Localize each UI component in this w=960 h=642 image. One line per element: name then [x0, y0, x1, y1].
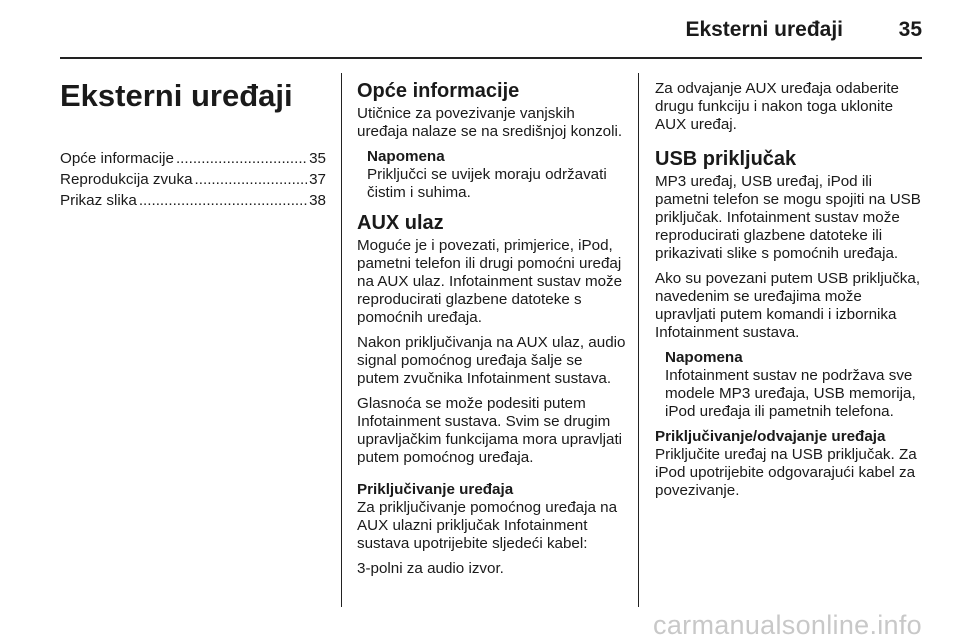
paragraph: Za priključivanje pomoćnog uređaja na AUX ulazni priključak Infotainment sustava upotrijebite sljedeći kabel:	[357, 499, 618, 552]
column-usb	[655, 80, 925, 507]
paragraph: Priključite uređaj na USB priključak. Za iPod upotrijebite odgovarajući kabel za povezivanje.	[655, 446, 917, 499]
note-box	[665, 349, 925, 421]
note-text: Infotainment sustav ne podržava sve modele MP3 uređaja, USB memorija, iPod uređaja ili pametnih telefona.	[665, 367, 916, 420]
subheading-connect: Priključivanje uređaja	[357, 481, 514, 498]
paragraph: Glasnoća se može podesiti putem Infotainment sustava. Svim se drugim upravljačkim funkcijama mora upravljati putem pomoćnog uređaja.	[357, 395, 623, 466]
watermark: carmanualsonline.info	[653, 610, 922, 640]
subheading-connect-disconnect: Priključivanje/odvajanje uređaja	[655, 428, 886, 445]
note-box	[367, 148, 627, 202]
note-title: Napomena	[367, 148, 445, 165]
section-heading-usb: USB priključak	[655, 148, 797, 170]
column-divider-2	[638, 73, 639, 607]
toc-entry-page: 35	[309, 150, 326, 167]
column-general-info	[357, 80, 627, 585]
note-title: Napomena	[665, 349, 743, 366]
toc-entry-page: 38	[309, 192, 326, 209]
paragraph: Utičnice za povezivanje vanjskih uređaja nalaze se na središnjoj konzoli.	[357, 105, 623, 140]
paragraph: Ako su povezani putem USB priključka, navedenim se uređajima može upravljati putem komandi i izbornika Infotainment sustava.	[655, 270, 921, 341]
chapter-title: Eksterni uređaji	[60, 78, 293, 113]
paragraph: 3-polni za audio izvor.	[357, 560, 504, 577]
toc-entry-label: Reprodukcija zvuka	[60, 171, 193, 188]
section-heading-aux: AUX ulaz	[357, 212, 444, 234]
page-number: 35	[898, 18, 922, 41]
paragraph: Nakon priključivanja na AUX ulaz, audio signal pomoćnog uređaja šalje se putem zvučnika Infotainment sustava.	[357, 334, 626, 387]
toc-dot-leader	[195, 171, 308, 189]
toc-entry-page: 37	[309, 171, 326, 188]
toc-entry-label: Prikaz slika	[60, 192, 137, 209]
toc-dot-leader	[139, 192, 307, 210]
toc-entry-label: Opće informacije	[60, 150, 174, 167]
paragraph: Za odvajanje AUX uređaja odaberite drugu funkciju i nakon toga uklonite AUX uređaj.	[655, 80, 900, 133]
paragraph: Moguće je i povezati, primjerice, iPod, pametni telefon ili drugi pomoćni uređaj na AUX ulaz. Infotainment sustav može reproducirati glazbene datoteke s pomoćnih uređaja.	[357, 237, 623, 326]
toc-entry[interactable]	[60, 192, 326, 210]
note-text: Priključci se uvijek moraju održavati čistim i suhima.	[367, 166, 607, 201]
toc-entry[interactable]	[60, 150, 326, 168]
paragraph: MP3 uređaj, USB uređaj, iPod ili pametni telefon se mogu spojiti na USB priključak. Infotainment sustav može reproducirati glazbene datoteke ili prikazivati slike s pomoćnih uređaja.	[655, 173, 921, 262]
header-divider	[60, 57, 922, 59]
section-heading-general: Opće informacije	[357, 80, 520, 102]
column-toc	[60, 78, 326, 213]
column-divider-1	[341, 73, 342, 607]
running-header-title: Eksterni uređaji	[685, 18, 843, 41]
toc-dot-leader	[176, 150, 307, 168]
toc-entry[interactable]	[60, 171, 326, 189]
